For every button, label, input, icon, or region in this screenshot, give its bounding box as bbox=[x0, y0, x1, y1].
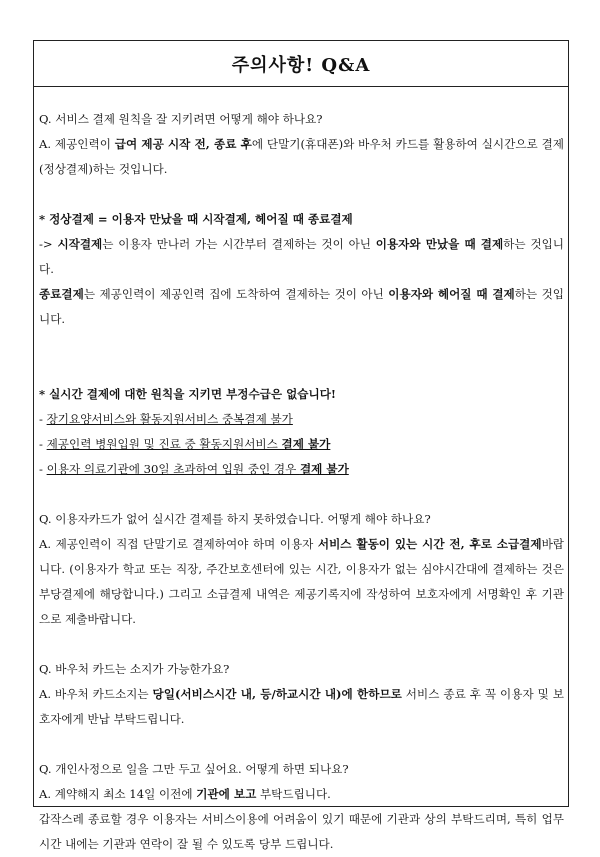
list-item: - 장기요양서비스와 활동지원서비스 중복결제 불가 bbox=[39, 412, 293, 426]
question-card-possession: Q. 바우처 카드는 소지가 가능한가요? bbox=[39, 662, 230, 676]
start-payment-note: -> 시작결제는 이용자 만나러 가는 시간부터 결제하는 것이 아닌 이용자와 만났을 때 결제하는 것입니다. bbox=[39, 237, 565, 276]
title-box bbox=[34, 41, 568, 87]
fraud-prevention-heading: * 실시간 결제에 대한 원칙을 지키면 부정수급은 없습니다! bbox=[39, 387, 336, 401]
question-quit-job: Q. 개인사정으로 일을 그만 두고 싶어요. 어떻게 하면 되나요? bbox=[39, 762, 349, 776]
end-payment-note: 종료결제는 제공인력이 제공인력 집에 도착하여 결제하는 것이 아닌 이용자와 헤어질 때 결제하는 것입니다. bbox=[39, 287, 564, 326]
question-payment-principle: Q. 서비스 결제 원칙을 잘 지키려면 어떻게 해야 하나요? bbox=[39, 112, 323, 126]
answer-quit-job-detail: 갑작스레 종료할 경우 이용자는 서비스이용에 어려움이 있기 때문에 기관과 상의 부탁드리며, 특히 업무시간 내에는 기관과 연락이 잘 될 수 있도록 당부 드립니다. bbox=[39, 812, 564, 851]
page-title: 주의사항! Q&A bbox=[231, 54, 371, 76]
answer-quit-job: A. 계약해지 최소 14일 이전에 기관에 보고 부탁드립니다. bbox=[39, 787, 331, 801]
answer-payment-principle: A. 제공인력이 급여 제공 시작 전, 종료 후에 단말기(휴대폰)와 바우처 카드를 활용하여 실시간으로 결제(정상결제)하는 것입니다. bbox=[39, 137, 564, 176]
notice-frame bbox=[33, 40, 569, 851]
answer-no-card: A. 제공인력이 직접 단말기로 결제하여야 하며 이용자 서비스 활동이 있는 시간 전, 후로 소급결제바랍니다. (이용자가 학교 또는 직장, 주간보호센터에 있는 시간, 이용자가 없는 심야시간대에 결제하는 것은 부당결제에 해당합니다.) 그리고 소급결제 내역은 제공기록지에 작성하여 보호자에게 서명확인 후 기관으로 제출바랍니다. bbox=[39, 537, 564, 626]
question-no-card: Q. 이용자카드가 없어 실시간 결제를 하지 못하였습니다. 어떻게 해야 하나요? bbox=[39, 512, 431, 526]
qa-content bbox=[34, 87, 568, 857]
list-item: - 제공인력 병원입원 및 진료 중 활동지원서비스 결제 불가 bbox=[39, 437, 331, 451]
list-item: - 이용자 의료기관에 30일 초과하여 입원 중인 경우 결제 불가 bbox=[39, 462, 349, 476]
normal-payment-heading: * 정상결제 = 이용자 만났을 때 시작결제, 헤어질 때 종료결제 bbox=[39, 212, 353, 226]
answer-card-possession: A. 바우처 카드소지는 당일(서비스시간 내, 등/하교시간 내)에 한하므로 서비스 종료 후 꼭 이용자 및 보호자에게 반납 부탁드립니다. bbox=[39, 687, 564, 726]
